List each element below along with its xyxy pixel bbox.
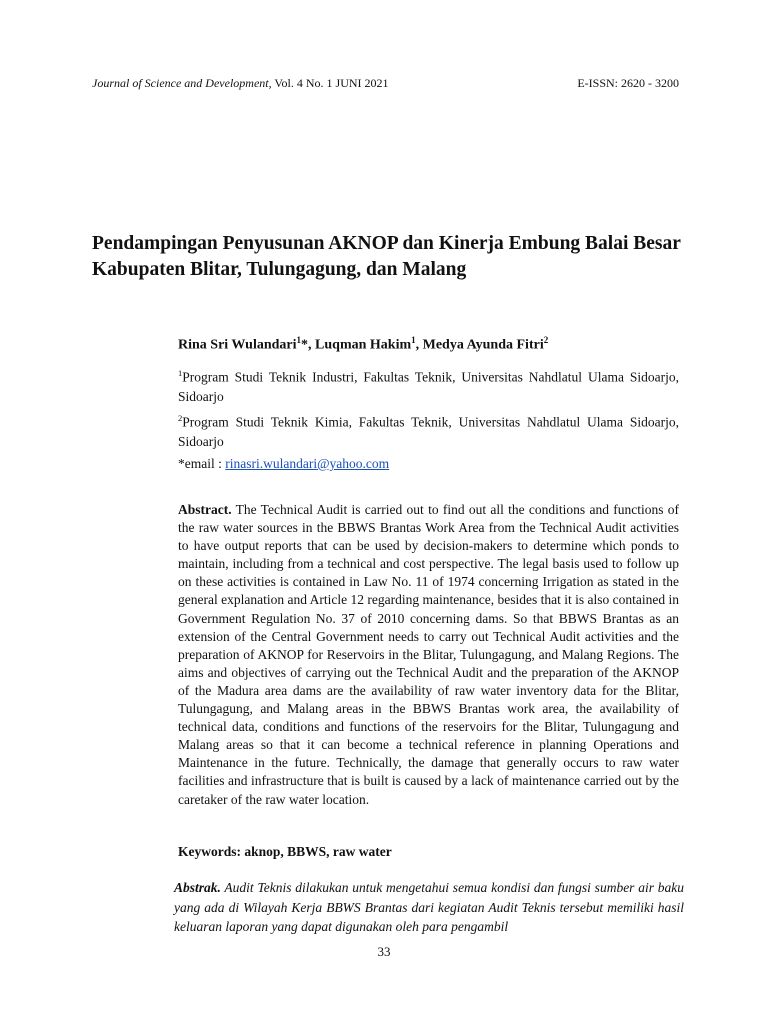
affiliation-2 <box>178 409 679 452</box>
contact-email <box>178 456 389 472</box>
abstract-indonesian <box>174 878 684 937</box>
running-header <box>92 76 679 91</box>
author-name: Rina Sri Wulandari <box>178 337 297 353</box>
issn: E-ISSN: 2620 - 3200 <box>577 76 679 90</box>
affiliation-number: 1 <box>178 368 183 378</box>
email-link[interactable]: rinasri.wulandari@yahoo.com <box>225 456 390 471</box>
paper-title: Pendampingan Penyusunan AKNOP dan Kinerja Embung Balai Besar Kabupaten Blitar, Tulungagung, dan Malang <box>92 233 681 280</box>
abstrak-label: Abstrak. <box>174 880 221 895</box>
journal-volume: Vol. 4 No. 1 JUNI 2021 <box>274 76 389 90</box>
keywords: Keywords: aknop, BBWS, raw water <box>178 844 392 859</box>
page-number: 33 <box>377 944 391 959</box>
email-label: *email : <box>178 456 226 471</box>
author-name: Luqman Hakim <box>315 337 412 353</box>
journal-citation <box>92 76 389 91</box>
abstract-label: Abstract. <box>178 502 232 517</box>
affiliation-marker: 1 <box>296 335 302 345</box>
affiliation-number: 2 <box>178 413 183 423</box>
affiliation-text: Program Studi Teknik Industri, Fakultas Teknik, Universitas Nahdlatul Ulama Sidoarjo, Sidoarjo <box>178 369 679 404</box>
author-list <box>178 335 679 354</box>
affiliation-marker: 2 <box>543 335 549 345</box>
affiliation-text: Program Studi Teknik Kimia, Fakultas Teknik, Universitas Nahdlatul Ulama Sidoarjo, Sidoarjo <box>178 414 679 449</box>
author-separator: , <box>415 337 423 353</box>
corresponding-marker: *, <box>301 337 316 353</box>
abstract-text: The Technical Audit is carried out to find out all the conditions and functions of the raw water sources in the BBWS Brantas Work Area from the Technical Audit activities to have output reports that can be used by decision-makers to determine which ponds to maintain, including from a technical and cost perspective. The legal basis used to follow up on these activities is contained in Law No. 11 of 1974 concerning Irrigation as stated in the general explanation and Article 12 regarding maintenance, besides that it is also contained in Government Regulation No. 37 of 2010 concerning dams. So that BBWS Brantas as an extension of the Central Government needs to carry out Technical Audit activities and the preparation of AKNOP for Reservoirs in the Blitar, Tulungagung, and Malang Regions. The aims and objectives of carrying out the Technical Audit and the preparation of the AKNOP of the Madura area dams are the availability of raw water inventory data for the Blitar, Tulungagung, and Malang areas in the BBWS Brantas work area, the availability of technical data, conditions and functions of the reservoirs for the Blitar, Tulungagung and Malang areas so that it can become a technical reference in planning Operations and Maintenance in the future. Technically, the damage that generally occurs to raw water facilities and infrastructure that is built is caused by a lack of maintenance carried out by the caretaker of the raw water location. <box>178 502 679 807</box>
affiliation-1 <box>178 364 679 407</box>
journal-name: Journal of Science and Development, <box>92 76 272 90</box>
author-name: Medya Ayunda Fitri <box>422 337 544 353</box>
affiliation-marker: 1 <box>411 335 416 345</box>
abstrak-text: Audit Teknis dilakukan untuk mengetahui semua kondisi dan fungsi sumber air baku yang ada di Wilayah Kerja BBWS Brantas dari kegiatan Audit Teknis tersebut memiliki hasil keluaran laporan yang dapat digunakan oleh para pengambil <box>174 880 684 934</box>
abstract-english <box>178 501 679 809</box>
